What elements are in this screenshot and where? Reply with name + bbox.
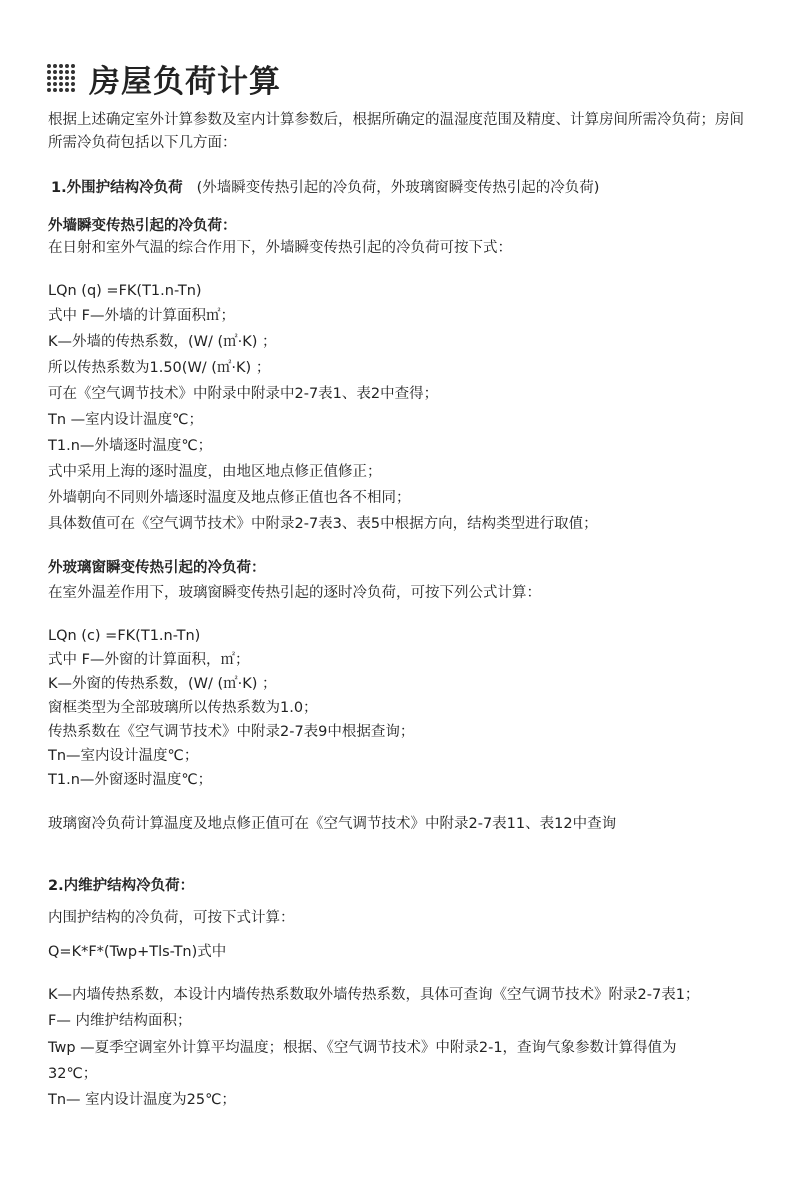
wall-line: 外墙朝向不同则外墙逐时温度及地点修正值也各不相同； [48,490,411,506]
glass-line: T1.n—外窗逐时温度℃； [48,772,213,788]
section1-heading-row [51,177,599,199]
page-title: 房屋负荷计算 [89,63,281,100]
wall-line: Tn —室内设计温度℃； [48,412,203,428]
wall-line: 式中 F—外墙的计算面积㎡； [48,308,235,324]
wall-line: 具体数值可在《空气调节技术》中附录2-7表3、表5中根据方向，结构类型进行取值； [48,516,598,532]
section2-formula: Q=K*F*(Twp+Tls-Tn)式中 [48,944,227,960]
wall-subtitle: 外墙瞬变传热引起的冷负荷： [48,218,237,234]
wall-line: 式中采用上海的逐时温度，由地区地点修正值修正； [48,464,382,480]
glass-subtitle: 外玻璃窗瞬变传热引起的冷负荷： [48,560,266,576]
page-title-row [47,58,281,98]
glass-line: K—外窗的传热系数，(W/ (㎡·K) ； [48,676,277,692]
glass-footer: 玻璃窗冷负荷计算温度及地点修正值可在《空气调节技术》中附录2-7表11、表12中查询 [48,816,617,832]
dot-grid-icon [47,64,75,92]
section1-note: (外墙瞬变传热引起的冷负荷，外玻璃窗瞬变传热引起的冷负荷) [196,180,600,196]
wall-line: K—外墙的传热系数，(W/ (㎡·K) ； [48,334,277,350]
wall-line: T1.n—外墙逐时温度℃； [48,438,213,454]
section2-line: Twp —夏季空调室外计算平均温度；根据、《空气调节技术》中附录2-1，查询气象参数计算得值为 [48,1040,677,1056]
section1-heading: 1.外围护结构冷负荷 [51,180,183,196]
glass-line: Tn—室内设计温度℃； [48,748,199,764]
glass-formula: LQn (c) =FK(T1.n-Tn) [48,628,201,644]
section2-line: Tn— 室内设计温度为25℃； [48,1092,236,1108]
section2-line: F— 内维护结构面积； [48,1013,192,1029]
wall-description: 在日射和室外气温的综合作用下，外墙瞬变传热引起的冷负荷可按下式： [48,240,512,256]
wall-formula: LQn (q) =FK(T1.n-Tn) [48,283,202,299]
glass-line: 式中 F—外窗的计算面积，㎡； [48,652,250,668]
section2-line: K—内墙传热系数，本设计内墙传热系数取外墙传热系数，具体可查询《空气调节技术》附录2-7表1； [48,987,700,1003]
section2-description: 内围护结构的冷负荷，可按下式计算： [48,910,295,926]
section2-line: 32℃； [48,1066,98,1082]
glass-description: 在室外温差作用下，玻璃窗瞬变传热引起的逐时冷负荷，可按下列公式计算： [48,585,541,601]
wall-line: 所以传热系数为1.50(W/ (㎡·K) ； [48,360,271,376]
glass-line: 窗框类型为全部玻璃所以传热系数为1.0； [48,700,318,716]
glass-line: 传热系数在《空气调节技术》中附录2-7表9中根据查询； [48,724,415,740]
section2-heading: 2.内维护结构冷负荷： [48,878,195,894]
wall-line: 可在《空气调节技术》中附录中附录中2-7表1、表2中查得； [48,386,439,402]
intro-paragraph: 根据上述确定室外计算参数及室内计算参数后，根据所确定的温湿度范围及精度、计算房间所需冷负荷；房间所需冷负荷包括以下几方面： [48,112,744,151]
